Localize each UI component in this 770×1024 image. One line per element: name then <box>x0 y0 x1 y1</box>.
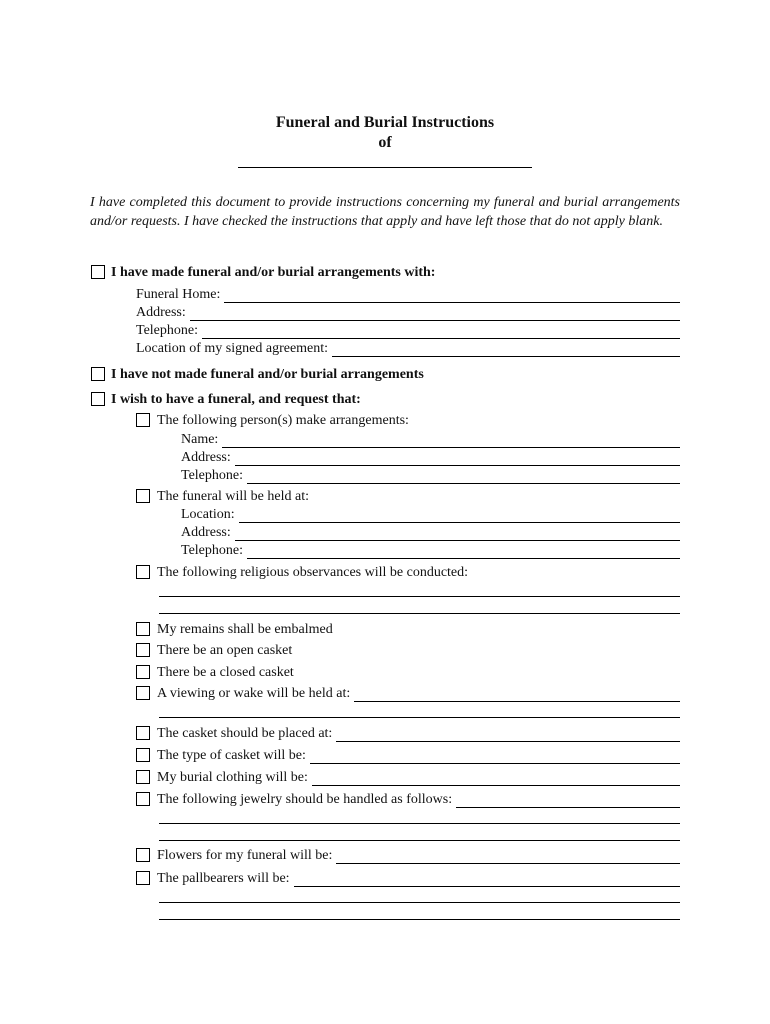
casket-placed-label: The casket should be placed at: <box>157 726 333 741</box>
persons-arrangements-checkbox[interactable] <box>136 413 150 427</box>
flowers-checkbox[interactable] <box>136 848 150 862</box>
funeral-home-telephone-field[interactable] <box>136 322 680 339</box>
casket-placed-field[interactable] <box>157 725 680 742</box>
casket-type-field[interactable] <box>157 747 680 764</box>
arrangements-made-heading: I have made funeral and/or burial arrangements with: <box>111 265 436 280</box>
pallbearers-checkbox[interactable] <box>136 871 150 885</box>
title-line-2: of <box>378 134 392 151</box>
title-line-1: Funeral and Burial Instructions <box>275 114 495 131</box>
closed-casket-label: There be a closed casket <box>157 665 294 680</box>
jewelry-field[interactable] <box>157 791 680 808</box>
religious-observances-label: The following religious observances will be conducted: <box>157 565 469 580</box>
casket-type-checkbox[interactable] <box>136 748 150 762</box>
open-casket-checkbox[interactable] <box>136 643 150 657</box>
embalmed-checkbox[interactable] <box>136 622 150 636</box>
viewing-wake-checkbox[interactable] <box>136 686 150 700</box>
funeral-held-at-label: The funeral will be held at: <box>157 489 309 504</box>
viewing-wake-field[interactable] <box>157 685 680 702</box>
signed-agreement-field[interactable] <box>136 340 680 357</box>
jewelry-checkbox[interactable] <box>136 792 150 806</box>
jewelry-line-2[interactable] <box>159 823 680 824</box>
wish-funeral-checkbox[interactable] <box>91 392 105 406</box>
casket-placed-checkbox[interactable] <box>136 726 150 740</box>
address-label: Address: <box>136 305 186 320</box>
person-address-field[interactable] <box>181 449 680 466</box>
funeral-telephone-field[interactable] <box>181 542 680 559</box>
religious-observances-checkbox[interactable] <box>136 565 150 579</box>
pallbearers-line-2[interactable] <box>159 902 680 903</box>
arrangements-not-made-heading: I have not made funeral and/or burial arrangements <box>111 367 424 382</box>
flowers-label: Flowers for my funeral will be: <box>157 848 333 863</box>
jewelry-line-3[interactable] <box>159 840 680 841</box>
persons-arrangements-label: The following person(s) make arrangements: <box>157 413 409 428</box>
address-label: Address: <box>181 525 231 540</box>
funeral-home-address-field[interactable] <box>136 304 680 321</box>
name-label: Name: <box>181 432 219 447</box>
telephone-label: Telephone: <box>181 543 243 558</box>
viewing-wake-label: A viewing or wake will be held at: <box>157 686 351 701</box>
funeral-location-field[interactable] <box>181 506 680 523</box>
burial-clothing-label: My burial clothing will be: <box>157 770 308 785</box>
religious-observances-line-1[interactable] <box>159 596 680 597</box>
closed-casket-checkbox[interactable] <box>136 665 150 679</box>
flowers-field[interactable] <box>157 847 680 864</box>
pallbearers-label: The pallbearers will be: <box>157 871 290 886</box>
burial-clothing-checkbox[interactable] <box>136 770 150 784</box>
funeral-home-label: Funeral Home: <box>136 287 221 302</box>
address-label: Address: <box>181 450 231 465</box>
open-casket-label: There be an open casket <box>157 643 293 658</box>
wish-funeral-heading: I wish to have a funeral, and request that: <box>111 392 361 407</box>
pallbearers-line-3[interactable] <box>159 919 680 920</box>
funeral-address-field[interactable] <box>181 524 680 541</box>
casket-type-label: The type of casket will be: <box>157 748 306 763</box>
signed-agreement-label: Location of my signed agreement: <box>136 341 329 356</box>
telephone-label: Telephone: <box>181 468 243 483</box>
intro-paragraph: I have completed this document to provide instructions concerning my funeral and burial arrangements and/or requests. I have checked the instructions that apply and have left those that do not apply blank. <box>90 195 680 229</box>
burial-clothing-field[interactable] <box>157 769 680 786</box>
telephone-label: Telephone: <box>136 323 198 338</box>
funeral-held-at-checkbox[interactable] <box>136 489 150 503</box>
jewelry-label: The following jewelry should be handled as follows: <box>157 792 453 807</box>
funeral-home-field[interactable] <box>136 286 680 303</box>
viewing-wake-line-2[interactable] <box>159 717 680 718</box>
person-telephone-field[interactable] <box>181 467 680 484</box>
arrangements-not-made-checkbox[interactable] <box>91 367 105 381</box>
pallbearers-field[interactable] <box>157 870 680 887</box>
location-label: Location: <box>181 507 235 522</box>
name-blank-line[interactable] <box>238 167 532 168</box>
person-name-field[interactable] <box>181 431 680 448</box>
embalmed-label: My remains shall be embalmed <box>157 622 333 637</box>
religious-observances-line-2[interactable] <box>159 613 680 614</box>
arrangements-made-checkbox[interactable] <box>91 265 105 279</box>
